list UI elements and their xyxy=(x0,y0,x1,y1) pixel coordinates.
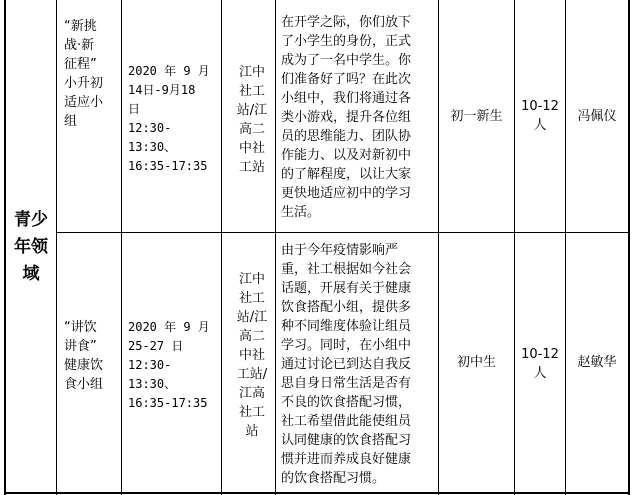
column-divider xyxy=(221,0,222,495)
group-description: 在开学之际，你们放下 了小学生的身份，正式 成为了一名中学生。你 们准备好了吗？在此次 小组中，我们将通过各 类小游戏，提升各位组 员的思维能力、团队协 作能力、以及对新初中 的了解程度，以让大家 更快地适应初中的学习 生活。 xyxy=(281,15,412,220)
group-location: 江中 社工 站/江 高二 中社 工站/ 江高 社工 站 xyxy=(236,272,268,439)
group-staff: 赵敏华 xyxy=(577,355,617,370)
group-name: “新挑 战·新 征程” 小升初 适应小 组 xyxy=(64,19,104,129)
column-divider xyxy=(565,0,566,495)
column-divider xyxy=(275,0,276,495)
group-time: 2020 年 9 月 14日-9月18 日 12:30- 13:30、 16:35-17:35 xyxy=(128,64,210,173)
column-divider xyxy=(438,0,439,495)
group-target: 初中生 xyxy=(456,355,496,370)
group-target: 初一新生 xyxy=(450,109,503,124)
group-name: “讲饮 讲食” 健康饮 食小组 xyxy=(64,320,104,392)
group-count: 10-12 人 xyxy=(521,99,559,133)
group-time: 2020 年 9 月 25-27 日 12:30- 13:30、 16:35-17:35 xyxy=(128,320,210,410)
domain-label: 青少 年领 域 xyxy=(14,210,48,284)
table-border-bottom xyxy=(4,492,630,494)
row-divider xyxy=(56,232,628,233)
group-count: 10-12 人 xyxy=(521,347,559,381)
column-divider xyxy=(56,0,57,495)
group-location: 江中 社工 站/江 高二 中社 工站 xyxy=(236,65,268,175)
column-divider xyxy=(121,0,122,495)
group-staff: 冯佩仪 xyxy=(577,109,617,124)
column-divider xyxy=(514,0,515,495)
group-description: 由于今年疫情影响严 重，社工根据如今社会 话题，开展有关于健康 饮食搭配小组，提供多 种不同维度体验让组员 学习。同时，在小组中 通过讨论已到达自我反 思自身日常生活是否有 不良的饮食搭配习惯， 社工希望借此能使组员 认同健康的饮食搭配习 惯并进而养成良好健康 的饮食搭配习惯。 xyxy=(281,243,412,486)
table-border-right xyxy=(628,0,630,495)
